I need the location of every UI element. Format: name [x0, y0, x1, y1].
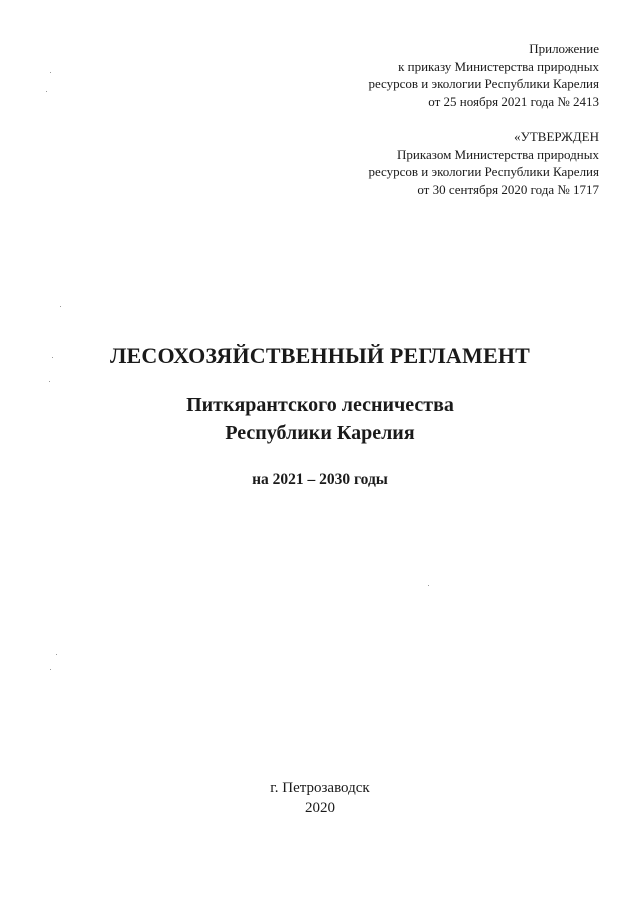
appendix-line: Приложение	[529, 41, 599, 56]
document-subtitle	[0, 391, 640, 447]
approval-line: ресурсов и экологии Республики Карелия	[368, 164, 599, 179]
scan-speck	[49, 381, 50, 382]
document-period: на 2021 – 2030 годы	[252, 471, 388, 488]
scan-speck	[52, 357, 53, 358]
subtitle-line: Республики Карелия	[225, 422, 415, 444]
footer-year: 2020	[305, 800, 335, 816]
scan-speck	[428, 585, 429, 586]
footer-city: г. Петрозаводск	[270, 780, 370, 796]
appendix-line: к приказу Министерства природных	[398, 58, 599, 74]
scan-speck	[50, 72, 51, 73]
subtitle-line: Питкярантского лесничества	[186, 394, 454, 416]
scan-speck	[46, 91, 47, 92]
document-title: ЛЕСОХОЗЯЙСТВЕННЫЙ РЕГЛАМЕНТ	[109, 343, 531, 368]
approval-line: от 30 сентября 2020 года № 1717	[417, 181, 599, 197]
document-footer	[0, 778, 640, 818]
appendix-line: ресурсов и экологии Республики Карелия	[368, 76, 599, 91]
approval-line: Приказом Министерства природных	[397, 146, 599, 162]
appendix-line: от 25 ноября 2021 года № 2413	[428, 93, 599, 109]
scan-speck	[56, 654, 57, 655]
scan-speck	[50, 669, 51, 670]
approval-note	[368, 128, 599, 198]
approval-line: «УТВЕРЖДЕН	[514, 129, 599, 144]
appendix-note	[368, 40, 599, 110]
scan-speck	[60, 306, 61, 307]
